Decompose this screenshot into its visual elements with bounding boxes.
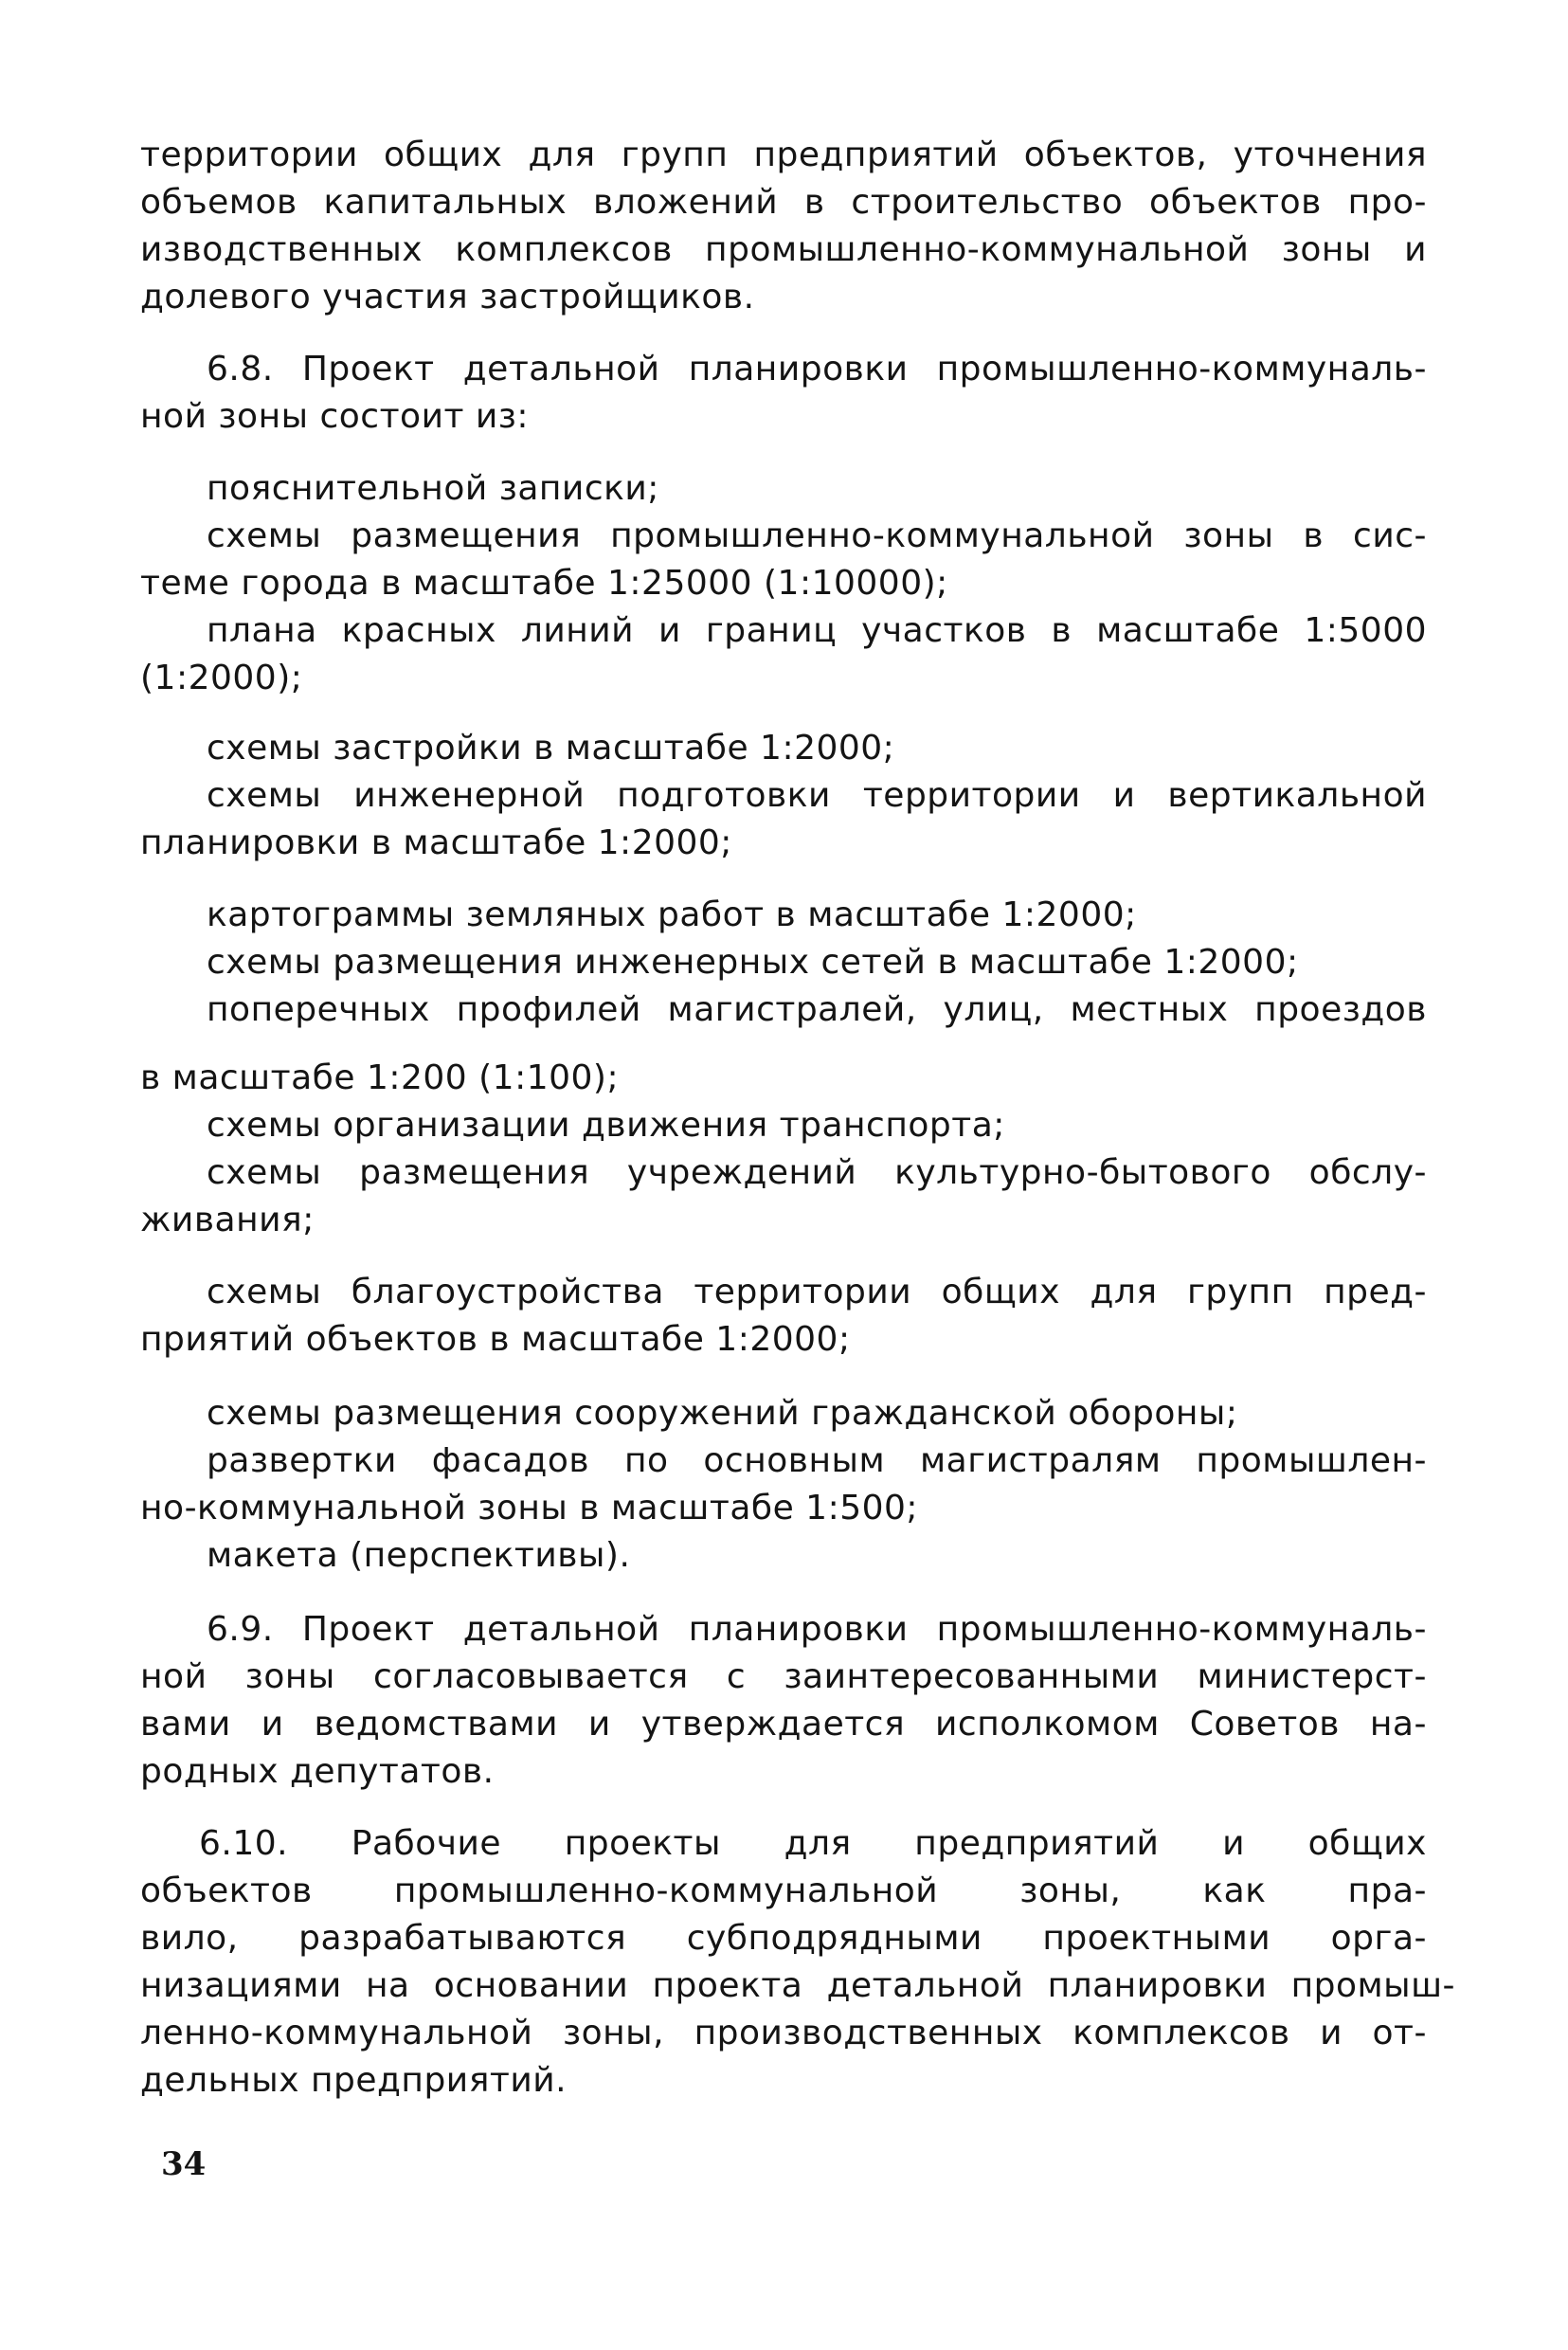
text-line: объектов промышленно-коммунальной зоны, как пра- <box>140 1871 1427 1910</box>
section-6-9-heading-line: 6.9. Проект детальной планировки промышленно-коммуналь- <box>207 1610 1427 1649</box>
text-line: вами и ведомствами и утверждается исполкомом Советов на- <box>140 1705 1427 1744</box>
list-item: схемы размещения учреждений культурно-бытового обслу- <box>207 1153 1427 1192</box>
list-item: схемы инженерной подготовки территории и вертикальной <box>207 776 1427 815</box>
list-item: поперечных профилей магистралей, улиц, местных проездов <box>207 990 1427 1029</box>
list-item: схемы размещения промышленно-коммунальной зоны в сис- <box>207 516 1427 555</box>
list-item-continuation: но-коммунальной зоны в масштабе 1:500; <box>140 1489 919 1528</box>
list-item: картограммы земляных работ в масштабе 1:2000; <box>207 895 1137 934</box>
section-6-8-heading-line: 6.8. Проект детальной планировки промышленно-коммуналь- <box>207 350 1427 389</box>
text-line: объемов капитальных вложений в строительство объектов про- <box>140 183 1427 222</box>
section-6-10-heading-line: 6.10. Рабочие проекты для предприятий и общих <box>199 1824 1427 1863</box>
text-line: вило, разрабатываются субподрядными проектными орга- <box>140 1919 1427 1958</box>
text-line: ной зоны состоит из: <box>140 397 530 436</box>
list-item-continuation: приятий объектов в масштабе 1:2000; <box>140 1320 851 1359</box>
list-item: схемы размещения инженерных сетей в масштабе 1:2000; <box>207 943 1299 982</box>
page-number: 34 <box>161 2145 207 2183</box>
list-item-continuation: живания; <box>140 1201 315 1239</box>
list-item: схемы застройки в масштабе 1:2000; <box>207 729 895 768</box>
list-item: плана красных линий и границ участков в масштабе 1:5000 <box>207 611 1427 650</box>
text-line: ной зоны согласовывается с заинтересованными министерст- <box>140 1657 1427 1696</box>
text-line: низациями на основании проекта детальной планировки промыш- <box>140 1966 1455 2005</box>
list-item: схемы благоустройства территории общих для групп пред- <box>207 1273 1427 1311</box>
text-line: дельных предприятий. <box>140 2061 568 2100</box>
list-item-continuation: планировки в масштабе 1:2000; <box>140 823 732 862</box>
list-item: развертки фасадов по основным магистралям промышлен- <box>207 1441 1427 1480</box>
list-item-continuation: (1:2000); <box>140 659 303 697</box>
text-line: территории общих для групп предприятий объектов, уточнения <box>140 136 1427 174</box>
text-line: долевого участия застройщиков. <box>140 278 755 316</box>
list-item: пояснительной записки; <box>207 469 659 508</box>
list-item: схемы организации движения транспорта; <box>207 1106 1005 1145</box>
text-line: изводственных комплексов промышленно-коммунальной зоны и <box>140 230 1427 269</box>
list-item-continuation: в масштабе 1:200 (1:100); <box>140 1058 620 1097</box>
list-item: макета (перспективы). <box>207 1536 631 1575</box>
list-item: схемы размещения сооружений гражданской обороны; <box>207 1394 1238 1433</box>
text-line: родных депутатов. <box>140 1752 495 1791</box>
list-item-continuation: теме города в масштабе 1:25000 (1:10000); <box>140 564 948 603</box>
text-line: ленно-коммунальной зоны, производственных комплексов и от- <box>140 2014 1427 2052</box>
